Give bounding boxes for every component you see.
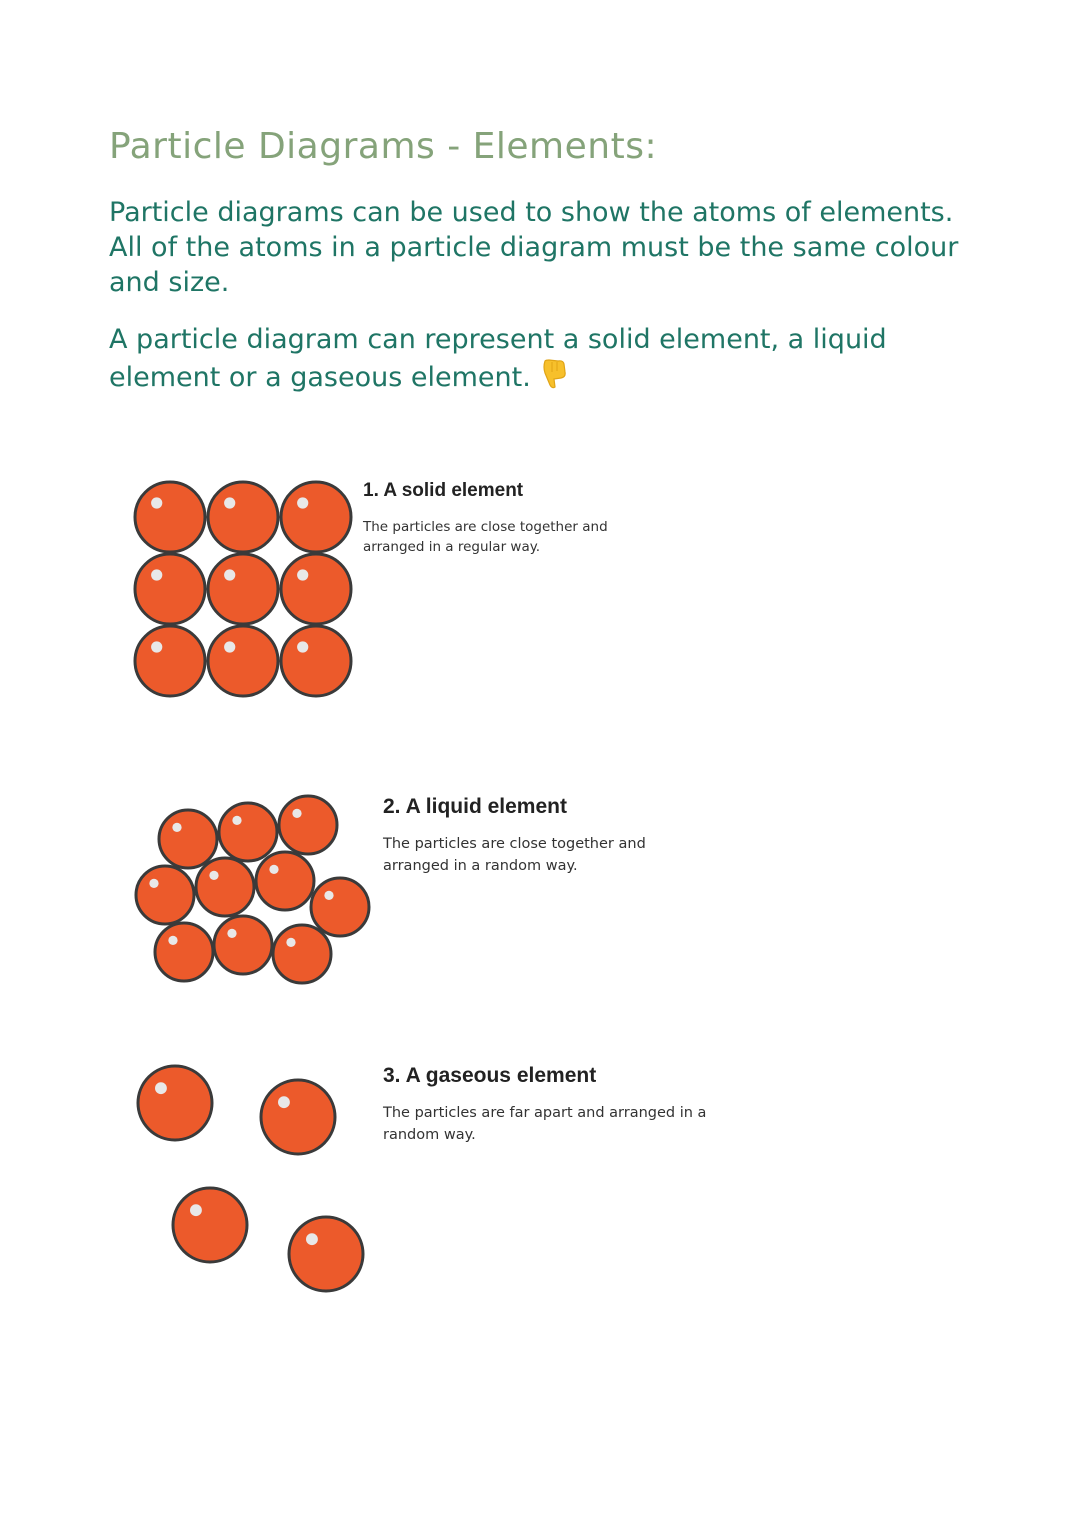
- liquid-particle-8: [155, 923, 213, 981]
- gas-element-description: The particles are far apart and arranged in a random way.: [383, 1105, 707, 1143]
- liquid-element-description: The particles are close together and arranged in a random way.: [383, 836, 646, 874]
- solid-particle-2: [208, 482, 278, 552]
- solid-element-title: 1. A solid element: [363, 480, 524, 501]
- page-title: Particle Diagrams - Elements:: [109, 126, 658, 167]
- liquid-particle-6: [256, 852, 314, 910]
- pointing-down-hand-icon: [539, 357, 569, 400]
- liquid-particle-7: [311, 878, 369, 936]
- gas-particle-4: [289, 1217, 363, 1291]
- states-paragraph-text: A particle diagram can represent a solid element, a liquid element or a gaseous element.: [109, 324, 887, 393]
- states-paragraph: [109, 322, 959, 400]
- gas-particle-2: [261, 1080, 335, 1154]
- liquid-particle-5: [196, 858, 254, 916]
- liquid-element-title: 2. A liquid element: [383, 795, 567, 818]
- solid-particle-3: [281, 482, 351, 552]
- liquid-particle-1: [159, 810, 217, 868]
- solid-particle-6: [281, 554, 351, 624]
- intro-paragraph: Particle diagrams can be used to show the atoms of elements. All of the atoms in a particle diagram must be the same colour and size.: [109, 197, 959, 298]
- solid-element-description: The particles are close together and arranged in a regular way.: [363, 519, 608, 555]
- liquid-particle-9: [214, 916, 272, 974]
- liquid-particle-10: [273, 925, 331, 983]
- liquid-particle-2: [219, 803, 277, 861]
- gas-particle-1: [138, 1066, 212, 1140]
- gas-particle-diagram: [120, 1050, 390, 1310]
- gas-element-title: 3. A gaseous element: [383, 1064, 597, 1087]
- solid-particle-7: [135, 626, 205, 696]
- solid-particle-5: [208, 554, 278, 624]
- liquid-particle-4: [136, 866, 194, 924]
- solid-particle-1: [135, 482, 205, 552]
- solid-particle-diagram: [120, 470, 370, 710]
- gas-particle-3: [173, 1188, 247, 1262]
- solid-particle-9: [281, 626, 351, 696]
- liquid-particle-3: [279, 796, 337, 854]
- solid-particle-8: [208, 626, 278, 696]
- solid-particle-4: [135, 554, 205, 624]
- liquid-particle-diagram: [120, 785, 390, 1000]
